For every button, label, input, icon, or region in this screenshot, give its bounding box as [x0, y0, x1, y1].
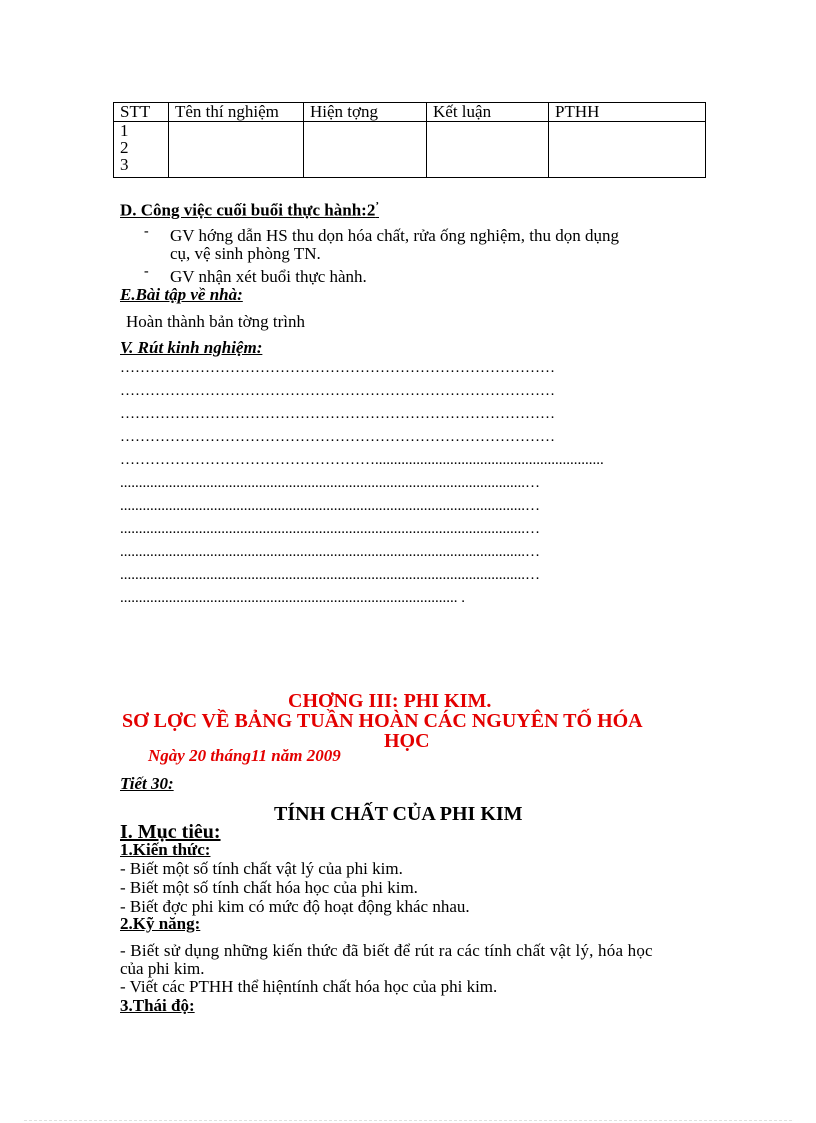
table-cell: [427, 122, 549, 178]
section-d-sup: ’: [375, 200, 379, 212]
skills-line-2: của phi kim.: [120, 959, 205, 978]
table-header-cell: Hiện tợng: [304, 103, 427, 122]
bullet-1-line-1: GV hớng dẫn HS thu dọn hóa chất, rửa ống nghiệm, thu dọn dụng: [170, 226, 619, 245]
table-cell: [304, 122, 427, 178]
objectives-heading: I. Mục tiêu:: [120, 821, 221, 843]
knowledge-heading: 1.Kiến thức:: [120, 840, 211, 859]
knowledge-item: - Biết đợc phi kim có mức độ hoạt động khác nhau.: [120, 897, 470, 916]
skills-heading: 2.Kỹ năng:: [120, 914, 201, 933]
dotted-line: ……………………………………………………………………………: [120, 360, 555, 376]
chapter-title: CHƠNG III: PHI KIM.: [288, 690, 492, 712]
lesson-date: Ngày 20 tháng11 năm 2009: [148, 746, 341, 765]
table-header-cell: PTHH: [549, 103, 706, 122]
section-d-heading: [120, 200, 379, 221]
skills-line-1: - Biết sử dụng những kiến thức đã biết để rút ra các tính chất vật lý, hóa học: [120, 941, 653, 960]
dotted-line: ............................................................................................................…: [120, 567, 540, 583]
section-e-text: Hoàn thành bản tờng trình: [126, 312, 305, 331]
chapter-subtitle-end: HỌC: [384, 730, 430, 752]
dotted-line: ............................................................................................................…: [120, 498, 540, 514]
lesson-title: TÍNH CHẤT CỦA PHI KIM: [274, 803, 523, 825]
bullet-mark: -: [144, 224, 149, 239]
table-cell: [169, 122, 304, 178]
row-number: 1: [120, 121, 129, 140]
bullet-1-line-2: cụ, vệ sinh phòng TN.: [170, 244, 321, 263]
table-cell: [549, 122, 706, 178]
table-header-row: [114, 103, 706, 122]
dotted-line: .......................................................................................... .: [120, 590, 465, 606]
section-e-heading: E.Bài tập về nhà:: [120, 285, 243, 304]
knowledge-item: - Biết một số tính chất hóa học của phi kim.: [120, 878, 418, 897]
table-header-cell: STT: [114, 103, 169, 122]
knowledge-item: - Biết một số tính chất vật lý của phi kim.: [120, 859, 403, 878]
page-boundary: [24, 1120, 792, 1121]
table-cell-stt: [114, 122, 169, 178]
table-header-cell: Tên thí nghiệm: [169, 103, 304, 122]
row-number: 3: [120, 155, 129, 174]
dotted-line: ............................................................................................................…: [120, 475, 540, 491]
dotted-line: ............................................................................................................…: [120, 521, 540, 537]
bullet-mark: -: [144, 264, 149, 279]
skills-line-3: - Viết các PTHH thể hiệntính chất hóa học của phi kim.: [120, 977, 498, 996]
dotted-line: ……………………………………………………………………………: [120, 383, 555, 399]
section-d-title: D. Công việc cuối buổi thực hành:2: [120, 200, 376, 220]
section-v-heading: V. Rút kinh nghiệm:: [120, 338, 263, 357]
row-number: 2: [120, 138, 129, 157]
dotted-line: …………………………………………….............................................................: [120, 452, 604, 468]
dotted-line: ……………………………………………………………………………: [120, 406, 555, 422]
experiment-table: [113, 102, 706, 178]
attitude-heading: 3.Thái độ:: [120, 996, 195, 1015]
table-header-cell: Kết luận: [427, 103, 549, 122]
dotted-line: ……………………………………………………………………………: [120, 429, 555, 445]
chapter-subtitle: SƠ LỢC VỀ BẢNG TUẦN HOÀN CÁC NGUYÊN TỐ HÓA: [122, 710, 643, 732]
bullet-2: GV nhận xét buổi thực hành.: [170, 267, 367, 286]
dotted-line: ............................................................................................................…: [120, 544, 540, 560]
table-row: [114, 122, 706, 178]
lesson-number: Tiết 30:: [120, 774, 174, 793]
